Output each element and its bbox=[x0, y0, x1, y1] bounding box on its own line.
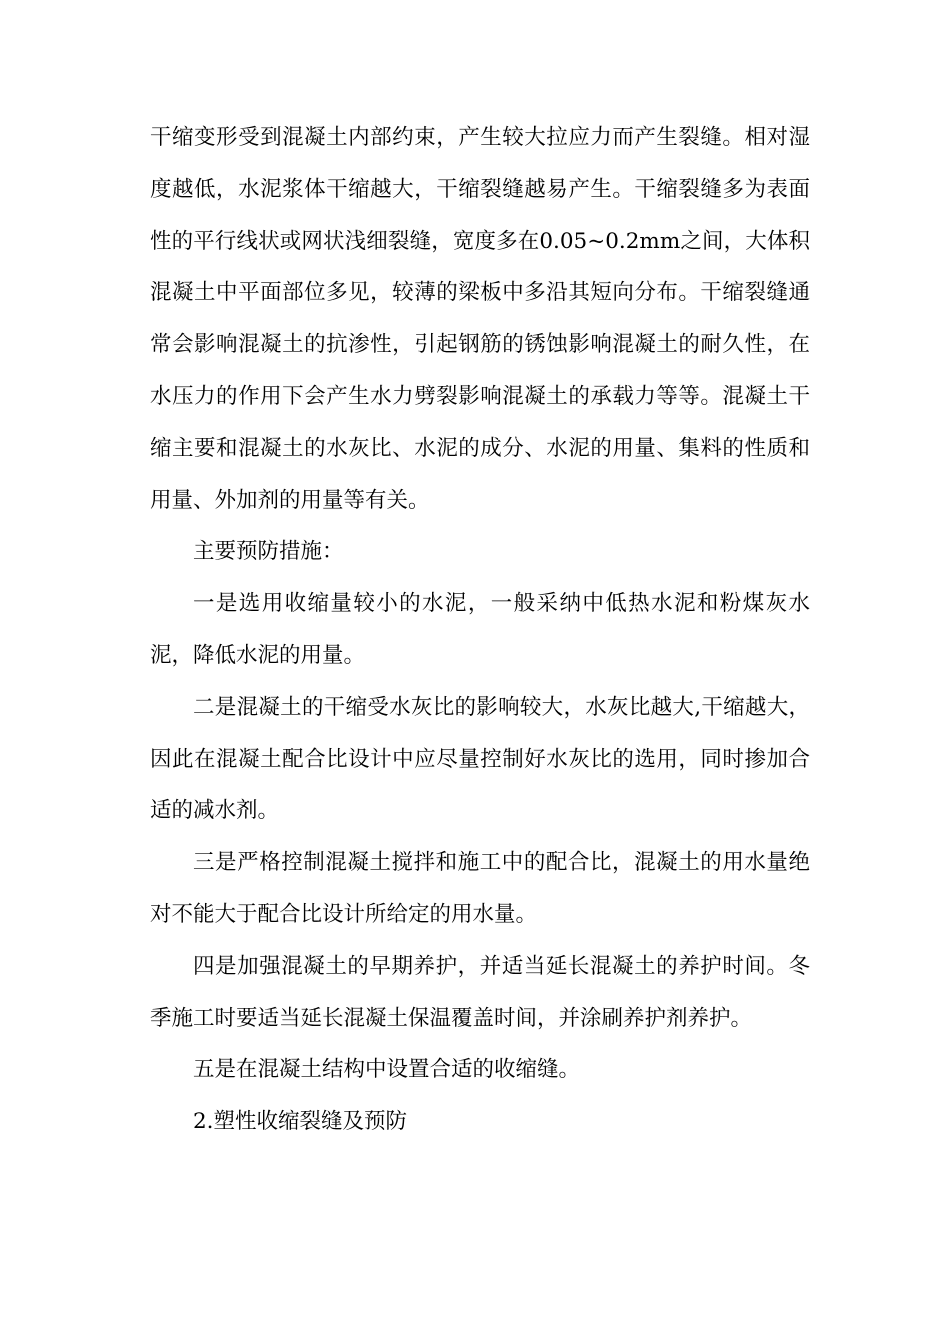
paragraph-measure-one: 一是选用收缩量较小的水泥，一般采纳中低热水泥和粉煤灰水泥，降低水泥的用量。 bbox=[150, 591, 810, 668]
paragraph-prevention-measures-intro: 主要预防措施： bbox=[193, 539, 344, 565]
paragraph-measure-three: 三是严格控制混凝土搅拌和施工中的配合比，混凝土的用水量绝对不能大于配合比设计所给定的用水量。 bbox=[150, 850, 810, 927]
document-body bbox=[150, 112, 810, 1148]
paragraph-measure-two: 二是混凝土的干缩受水灰比的影响较大，水灰比越大,干缩越大，因此在混凝土配合比设计中应尽量控制好水灰比的选用，同时掺加合适的减水剂。 bbox=[150, 694, 810, 824]
paragraph-drying-shrinkage-description: 干缩变形受到混凝土内部约束，产生较大拉应力而产生裂缝。相对湿度越低，水泥浆体干缩越大，干缩裂缝越易产生。干缩裂缝多为表面性的平行线状或网状浅细裂缝，宽度多在0.05~0.2mm之间，大体积混凝土中平面部位多见，较薄的梁板中多沿其短向分布。干缩裂缝通常会影响混凝土的抗渗性，引起钢筋的锈蚀影响混凝土的耐久性，在水压力的作用下会产生水力劈裂影响混凝土的承载力等等。混凝土干缩主要和混凝土的水灰比、水泥的成分、水泥的用量、集料的性质和用量、外加剂的用量等有关。 bbox=[150, 125, 810, 513]
section-heading: 2.塑性收缩裂缝及预防 bbox=[193, 1109, 408, 1135]
paragraph-measure-four: 四是加强混凝土的早期养护，并适当延长混凝土的养护时间。冬季施工时要适当延长混凝土保温覆盖时间，并涂刷养护剂养护。 bbox=[150, 953, 810, 1031]
paragraph-measure-five: 五是在混凝土结构中设置合适的收缩缝。 bbox=[193, 1057, 581, 1083]
